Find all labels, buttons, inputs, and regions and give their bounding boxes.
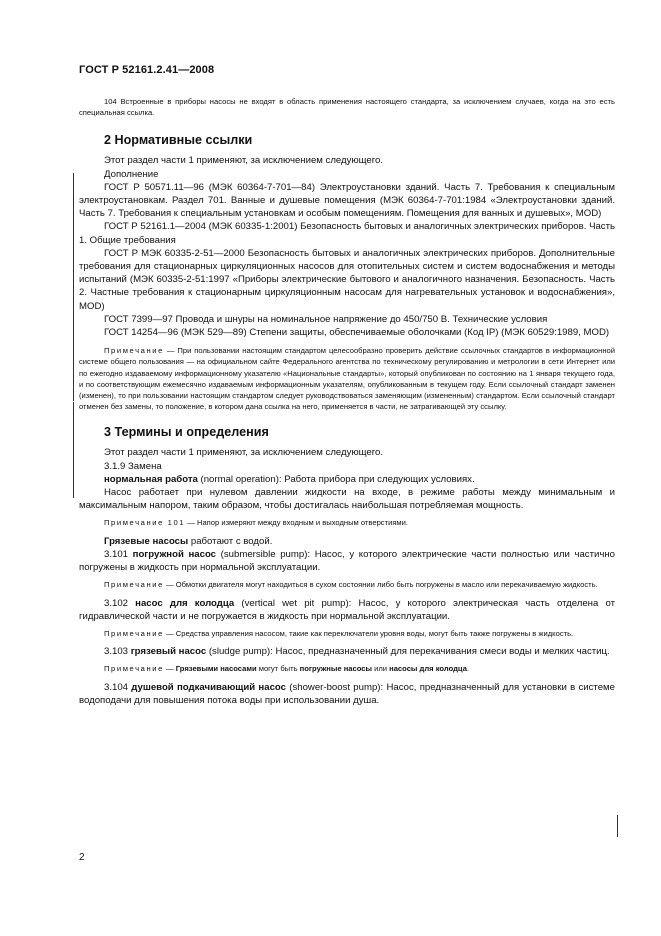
dirty-pumps-line	[79, 535, 615, 548]
note-text: —	[163, 664, 176, 674]
note-text: — Обмотки двигателя могут находиться в сухом состоянии либо быть погружены в масло или перекачиваемую жидкость.	[163, 580, 598, 590]
normal-operation-description: Насос работает при нулевом давлении жидкости на входе, в режиме работы между минимальным и максимальным напором, таким образом, чтобы достигалась наибольшая потребляемая мощность.	[79, 487, 615, 512]
item-3-1-9: 3.1.9 Замена	[104, 460, 162, 472]
note-text: — Напор измеряют между входным и выходным отверстиями.	[185, 518, 409, 528]
note-text: .	[466, 664, 470, 674]
change-bar-left-note	[73, 402, 74, 498]
term: Грязевые насосы	[104, 535, 189, 547]
definition-text: (vertical wet pit pump): Насос, у которого электрическая часть отделена от гидравлической части и не погружается в жидкость при нормальной эксплуатации.	[79, 597, 615, 622]
note-term: погружные насосы	[299, 664, 372, 674]
term: нормальная работа	[104, 473, 198, 485]
term: душевой подкачивающий насос	[131, 681, 286, 693]
reference-item: ГОСТ Р 50571.11—96 (МЭК 60364-7-701—84) Электроустановки зданий. Часть 7. Требования к специальным электроустановкам. Раздел 701. Ванные и душевые помещения (МЭК 60364-7-701:1984 «Электроустановки зданий. Часть 7. Требования к специальным установкам и особым помещениям. Помещения для ванных и душевых», MOD)	[79, 181, 615, 220]
note-label: Примечание 101	[104, 518, 186, 528]
section-3-heading: 3 Термины и определения	[104, 425, 269, 440]
definition-text: (shower-boost pump): Насос, предназначенный для установки в системе водоподачи для повышения потока воды при использовании душа.	[79, 681, 615, 706]
note-term: Грязевыми насосами	[175, 664, 257, 674]
definition-text: (submersible pump): Насос, у которого электрические части полностью или частично погружены в жидкость при нормальной эксплуатации.	[79, 548, 615, 574]
note-text: — При пользовании настоящим стандартом целесообразно проверить действие ссылочных стандартов в информационной системе общего пользования — на официальном сайте Федерального агентства по техническому регулированию и метрологии в сети Интернет или по ежегодно издаваемому информационному указателю «Национальные стандарты», который опубликован по состоянию на 1 января текущего года, и по соответствующим ежемесячно издаваемым информационным указателям, опубликованным в текущем году. Если ссылочный стандарт заменен (изменен), то при пользовании настоящим стандартом следует руководствоваться заменяющим (измененным) стандартом. Если ссылочный стандарт отменен без замены, то положение, в котором дана ссылка на него, применяется в части, не затрагивающей эту ссылку.	[79, 346, 615, 412]
term-3-103	[79, 645, 615, 658]
term-3-101	[79, 548, 615, 574]
definition-text: (normal operation): Работа прибора при следующих условиях.	[197, 473, 475, 485]
definition-text: работают с водой.	[188, 535, 273, 547]
reference-item: ГОСТ 7399—97 Провода и шнуры на номинальное напряжение до 450/750 В. Технические условия	[104, 313, 548, 325]
normal-operation-definition	[79, 473, 615, 486]
page-number: 2	[79, 852, 85, 863]
term-3-102	[79, 597, 615, 623]
note-term: насосы для колодца	[389, 664, 467, 674]
footnote-104: 104 Встроенные в приборы насосы не входят в область применения настоящего стандарта, за исключением случаев, когда на это есть специальная ссылка.	[79, 97, 615, 118]
note-label: Примечание	[104, 346, 164, 356]
term-number: 3.101	[104, 548, 133, 560]
term: насос для колодца	[135, 597, 235, 609]
reference-item: ГОСТ Р 52161.1—2004 (МЭК 60335-1:2001) Безопасность бытовых и аналогичных электрических приборов. Часть 1. Общие требования	[79, 221, 615, 246]
section-2-heading: 2 Нормативные ссылки	[104, 133, 253, 148]
change-bar-right	[617, 815, 618, 837]
term-3-104	[79, 681, 615, 707]
section-2-intro: Этот раздел части 1 применяют, за исключением следующего.	[104, 155, 384, 167]
note-101	[79, 517, 615, 528]
note-3-103	[79, 663, 615, 674]
addition-label: Дополнение	[104, 168, 159, 180]
reference-item: ГОСТ 14254—96 (МЭК 529—89) Степени защиты, обеспечиваемые оболочками (Код IP) (МЭК 60529:1989, MOD)	[104, 327, 610, 339]
change-bar-left	[73, 173, 74, 401]
section-2-note	[79, 345, 615, 412]
term-number: 3.104	[104, 681, 132, 693]
section-3-intro: Этот раздел части 1 применяют, за исключением следующего.	[104, 447, 384, 459]
document-header: ГОСТ Р 52161.2.41—2008	[79, 64, 215, 76]
note-text: могут быть	[256, 664, 300, 674]
reference-item: ГОСТ Р МЭК 60335-2-51—2000 Безопасность бытовых и аналогичных электрических приборов. Дополнительные требования для стационарных циркуляционных насосов для отопительных систем и систем водоснабжения и методы испытаний (МЭК 60335-2-51:1997 «Приборы электрические бытового и аналогичного назначения. Безопасность. Часть 2. Частные требования к стационарным циркуляционным насосам для нагревательных установок и водоснабжения», MOD)	[79, 247, 615, 312]
definition-text: (sludge pump): Насос, предназначенный для перекачивания смеси воды и мелких частиц.	[206, 646, 610, 658]
note-label: Примечание	[104, 628, 164, 638]
term-number: 3.102	[104, 597, 136, 609]
term-number: 3.103	[104, 646, 131, 658]
note-3-102	[79, 628, 615, 639]
page-body	[79, 82, 615, 707]
note-label: Примечание	[104, 664, 164, 674]
note-label: Примечание	[104, 580, 164, 590]
term: погружной насос	[132, 548, 217, 560]
term: грязевый насос	[130, 646, 207, 658]
note-3-101	[79, 579, 615, 590]
note-text: или	[371, 664, 390, 674]
note-text: — Средства управления насосом, такие как переключатели уровня воды, могут быть также погружены в жидкость.	[163, 628, 574, 638]
